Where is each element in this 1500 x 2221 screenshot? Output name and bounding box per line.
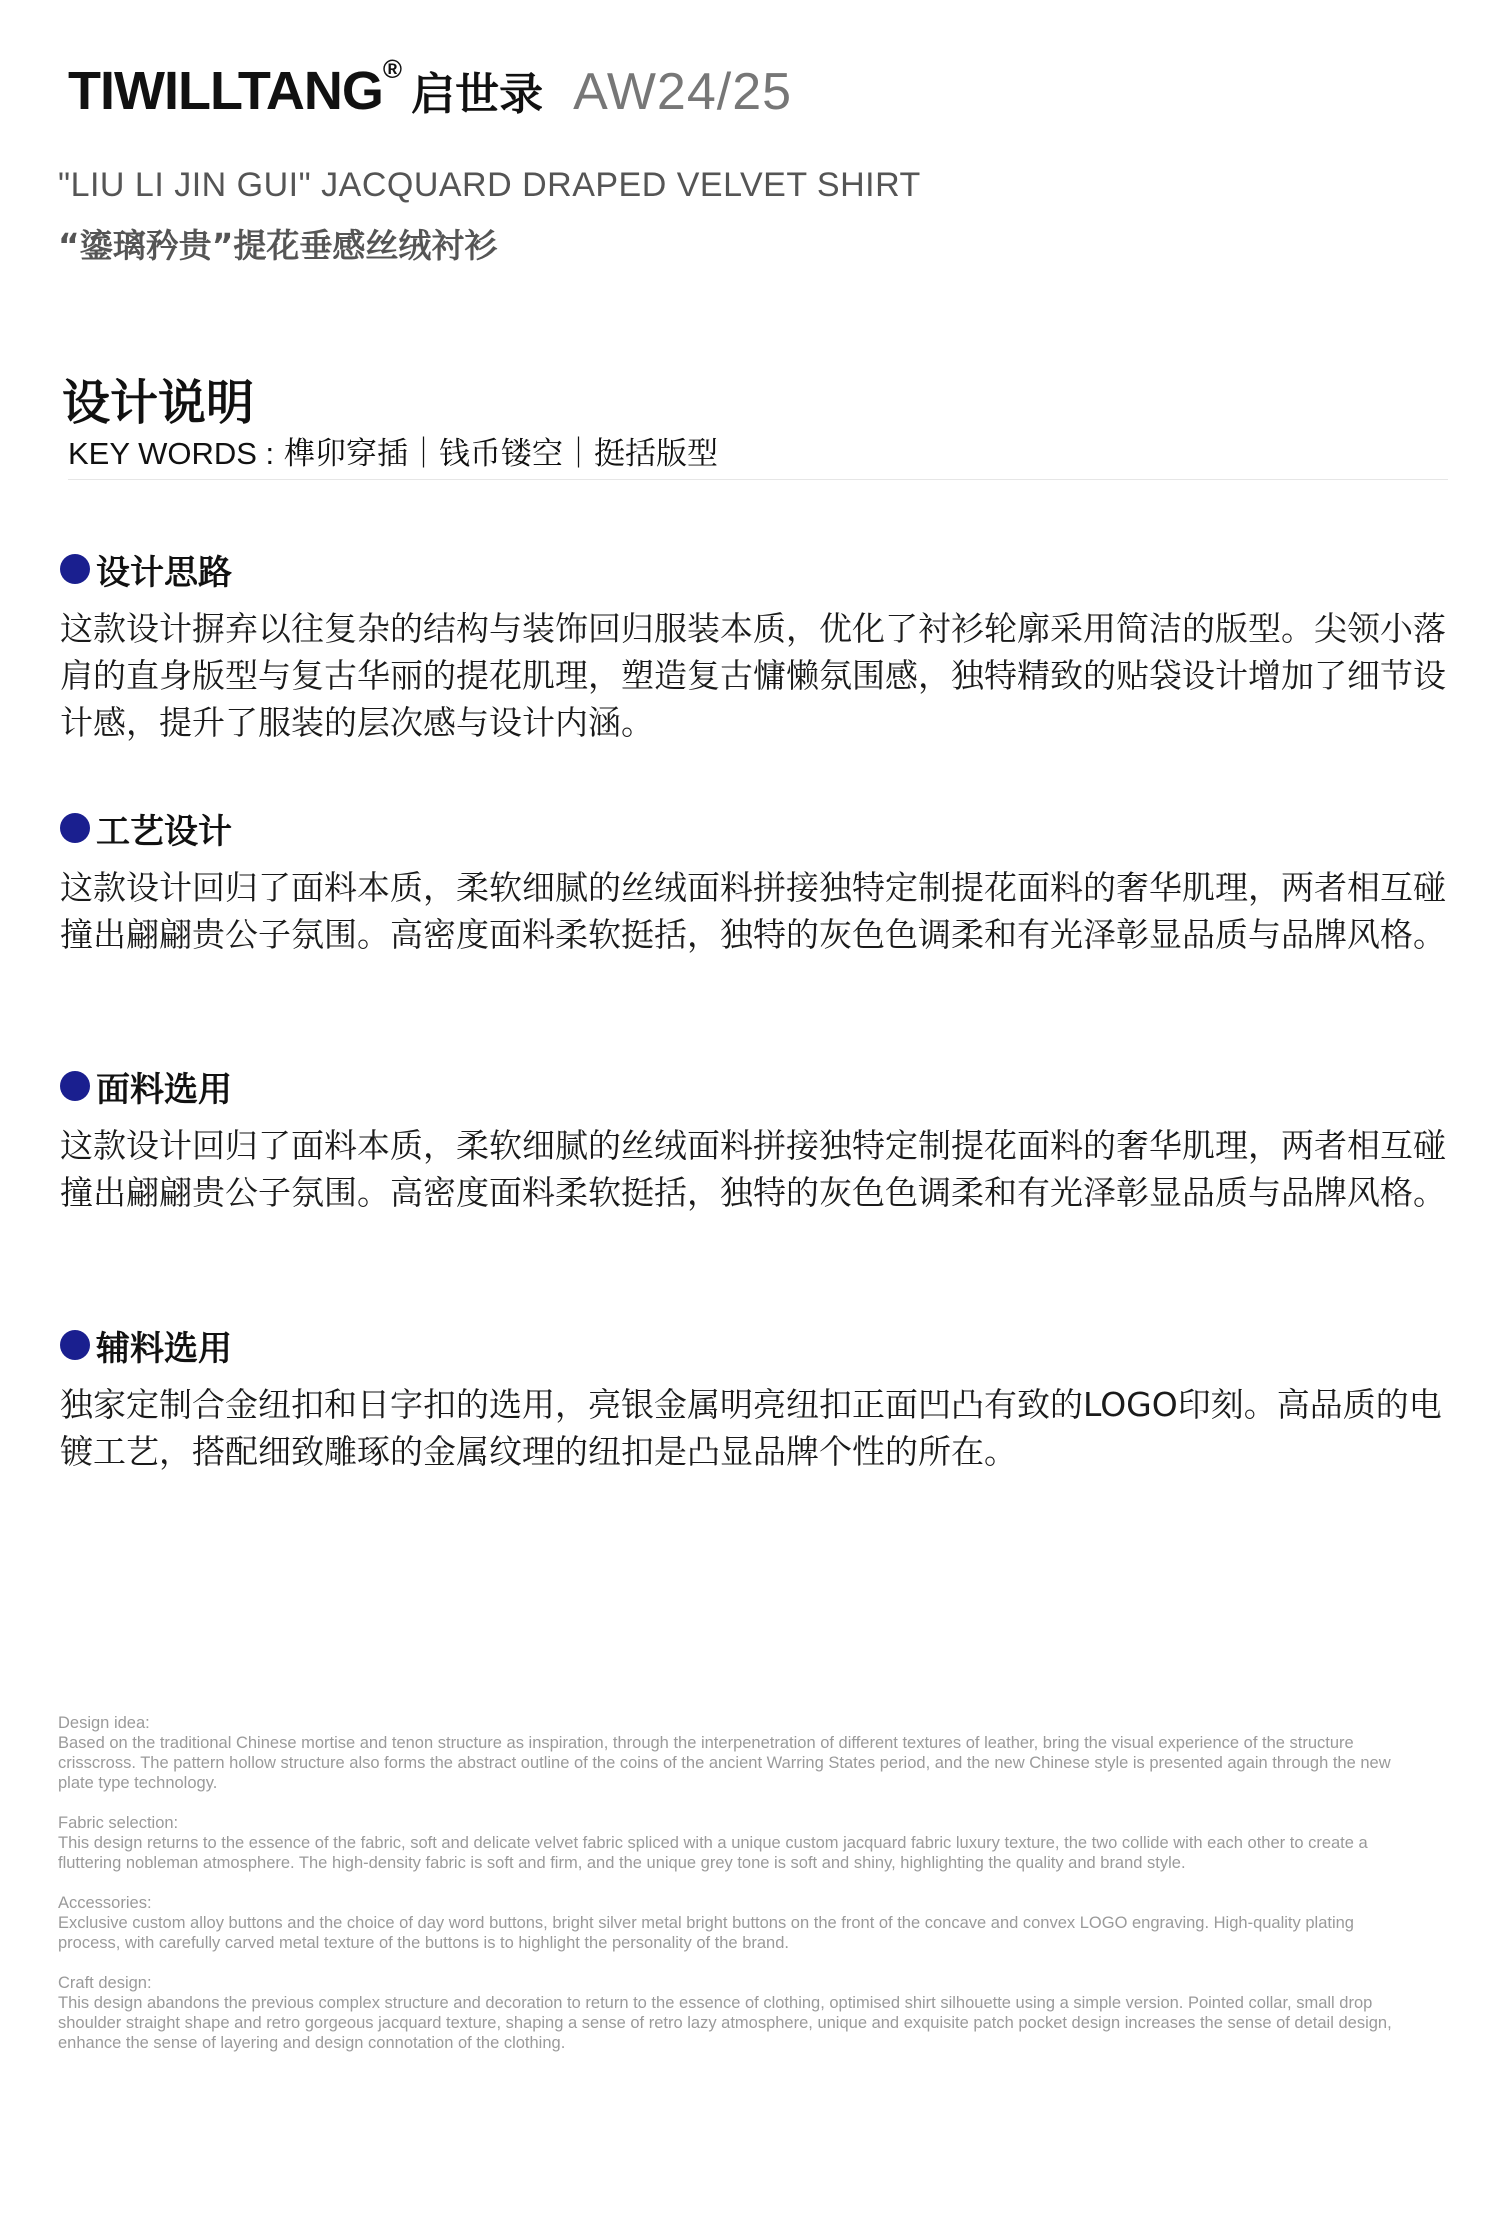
block-craft-design: [60, 804, 1460, 958]
block-title: [60, 545, 1460, 593]
footer-body: Exclusive custom alloy buttons and the choice of day word buttons, bright silver metal bright buttons on the front of the concave and convex LOGO engraving. High-quality plating process, with carefully carved metal texture of the buttons is to highlight the personality of the brand.: [58, 1914, 1354, 1952]
bullet-dot-icon: [60, 1330, 90, 1360]
product-title-en: "LIU LI JIN GUI" JACQUARD DRAPED VELVET SHIRT: [58, 166, 921, 204]
footer-heading: Design idea:: [58, 1714, 150, 1732]
footer-heading: Fabric selection:: [58, 1814, 179, 1832]
block-title: [60, 1062, 1460, 1110]
block-title-text: 辅料选用: [96, 1328, 232, 1369]
block-title-text: 面料选用: [96, 1069, 232, 1110]
bullet-dot-icon: [60, 1071, 90, 1101]
block-body: 这款设计回归了面料本质，柔软细腻的丝绒面料拼接独特定制提花面料的奢华肌理，两者相互碰撞出翩翩贵公子氛围。高密度面料柔软挺括，独特的灰色色调柔和有光泽彰显品质与品牌风格。: [60, 868, 1446, 954]
block-title: [60, 1321, 1460, 1369]
bullet-dot-icon: [60, 554, 90, 584]
footer-section-design-idea: [58, 1713, 1398, 1793]
brand-name: TIWILLTANG: [68, 61, 383, 121]
keywords-line: [68, 428, 1448, 480]
english-description-footer: [58, 1713, 1398, 2073]
footer-body: This design abandons the previous complex structure and decoration to return to the essence of clothing, optimised shirt silhouette using a simple version. Pointed collar, small drop shoulder straight shape and retro gorgeous jacquard texture, shaping a sense of retro lazy atmosphere, unique and exquisite patch pocket design increases the sense of detail design, enhance the sense of layering and design connotation of the clothing.: [58, 1994, 1392, 2052]
keywords-text: 榫卯穿插｜钱币镂空｜挺括版型: [284, 436, 718, 472]
product-title-cn: “鎏璃矜贵”提花垂感丝绒衬衫: [58, 226, 498, 265]
block-body: 独家定制合金纽扣和日字扣的选用，亮银金属明亮纽扣正面凹凸有致的LOGO印刻。高品质的电镀工艺，搭配细致雕琢的金属纹理的纽扣是凸显品牌个性的所在。: [60, 1385, 1442, 1471]
brand-name-cn: 启世录: [411, 69, 544, 120]
block-body: 这款设计摒弃以往复杂的结构与装饰回归服装本质，优化了衬衫轮廓采用简洁的版型。尖领小落肩的直身版型与复古华丽的提花肌理，塑造复古慵懒氛围感，独特精致的贴袋设计增加了细节设计感，提升了服装的层次感与设计内涵。: [60, 609, 1446, 742]
footer-body: Based on the traditional Chinese mortise and tenon structure as inspiration, through the interpenetration of different textures of leather, bring the visual experience of the structure crisscross. The pattern hollow structure also forms the abstract outline of the coins of the ancient Warring States period, and the new Chinese style is presented again through the new plate type technology.: [58, 1734, 1391, 1792]
block-accessories: [60, 1321, 1460, 1475]
block-body: 这款设计回归了面料本质，柔软细腻的丝绒面料拼接独特定制提花面料的奢华肌理，两者相互碰撞出翩翩贵公子氛围。高密度面料柔软挺括，独特的灰色色调柔和有光泽彰显品质与品牌风格。: [60, 1126, 1446, 1212]
season-label: AW24/25: [573, 63, 793, 121]
brand-header: [68, 54, 793, 122]
design-description-heading: 设计说明: [62, 375, 255, 431]
registered-mark: ®: [382, 54, 402, 84]
footer-section-fabric: [58, 1813, 1398, 1873]
block-design-idea: [60, 545, 1460, 746]
footer-heading: Craft design:: [58, 1974, 152, 1992]
keywords-label: KEY WORDS :: [68, 436, 275, 471]
footer-section-craft: [58, 1973, 1398, 2053]
block-title: [60, 804, 1460, 852]
brand-logo: [68, 54, 402, 122]
footer-body: This design returns to the essence of the fabric, soft and delicate velvet fabric spliced with a unique custom jacquard fabric luxury texture, the two collide with each other to create a fluttering nobleman atmosphere. The high-density fabric is soft and firm, and the unique grey tone is soft and shiny, highlighting the quality and brand style.: [58, 1834, 1368, 1872]
block-title-text: 工艺设计: [96, 811, 232, 852]
footer-heading: Accessories:: [58, 1894, 152, 1912]
block-title-text: 设计思路: [96, 552, 232, 593]
block-fabric-selection: [60, 1062, 1460, 1216]
footer-section-accessories: [58, 1893, 1398, 1953]
bullet-dot-icon: [60, 813, 90, 843]
